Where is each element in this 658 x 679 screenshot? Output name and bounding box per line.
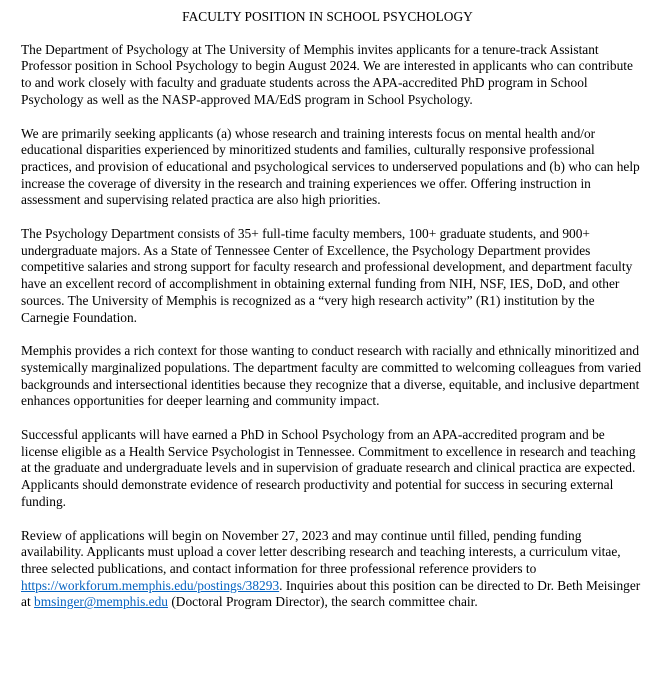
application-text-intro: Review of applications will begin on November 27, 2023 and may continue until filled, pending funding availability. Applicants must upload a cover letter describing research and teaching interests, a curriculum vitae, three selected publications, and contact information for three professional reference providers to (21, 527, 621, 576)
application-text-inquiries: . Inquiries about this position can be directed to Dr. Beth Meisinger at (21, 577, 641, 610)
intro-paragraph: The Department of Psychology at The University of Memphis invites applicants for a tenure-track Assistant Professor position in School Psychology to begin August 2024. We are interested in applicants who can contribute to and work closely with faculty and graduate students across the APA-accredited PhD program in School Psychology as well as the NASP-approved MA/EdS program in School Psychology. (21, 41, 633, 107)
application-text-closing: (Doctoral Program Director), the search committee chair. (167, 594, 478, 610)
memphis-context-paragraph: Memphis provides a rich context for those wanting to conduct research with racially and ethnically minoritized and systemically marginalized populations. The department faculty are committed to welcoming colleagues from varied backgrounds and intersectional identities because they recognize that a diverse, equitable, and inclusive department enhances opportunities for deeper learning and community impact. (21, 343, 642, 409)
qualifications-paragraph: Successful applicants will have earned a PhD in School Psychology from an APA-accredited program and be license eligible as a Health Service Psychologist in Tennessee. Commitment to excellence in research and teaching at the graduate and undergraduate levels and in supervision of graduate research and clinical practica are expected. Applicants should demonstrate evidence of research productivity and potential for success in securing external funding. (21, 427, 636, 509)
postings-link[interactable]: https://workforum.memphis.edu/postings/38293 (21, 577, 280, 593)
page-title: FACULTY POSITION IN SCHOOL PSYCHOLOGY (182, 9, 473, 24)
department-paragraph: The Psychology Department consists of 35+ full-time faculty members, 100+ graduate students, and 900+ undergraduate majors. As a State of Tennessee Center of Excellence, the Psychology Department provides competitive salaries and strong support for faculty research and professional development, and department faculty have an excellent record of accomplishment in obtaining external funding from NIH, NSF, IES, DoD, and other sources. The University of Memphis is recognized as a “very high research activity” (R1) institution by the Carnegie Foundation. (21, 226, 633, 325)
priorities-paragraph: We are primarily seeking applicants (a) whose research and training interests focus on mental health and/or educational disparities experienced by minoritized students and families, culturally responsive professional practices, and provision of educational and psychological services to underserved populations and (b) who can help increase the coverage of diversity in the research and training experiences we offer. Offering instruction in assessment and supervising related practica are also high priorities. (21, 125, 640, 208)
email-link[interactable]: bmsinger@memphis.edu (34, 594, 168, 610)
application-paragraph (21, 528, 642, 612)
